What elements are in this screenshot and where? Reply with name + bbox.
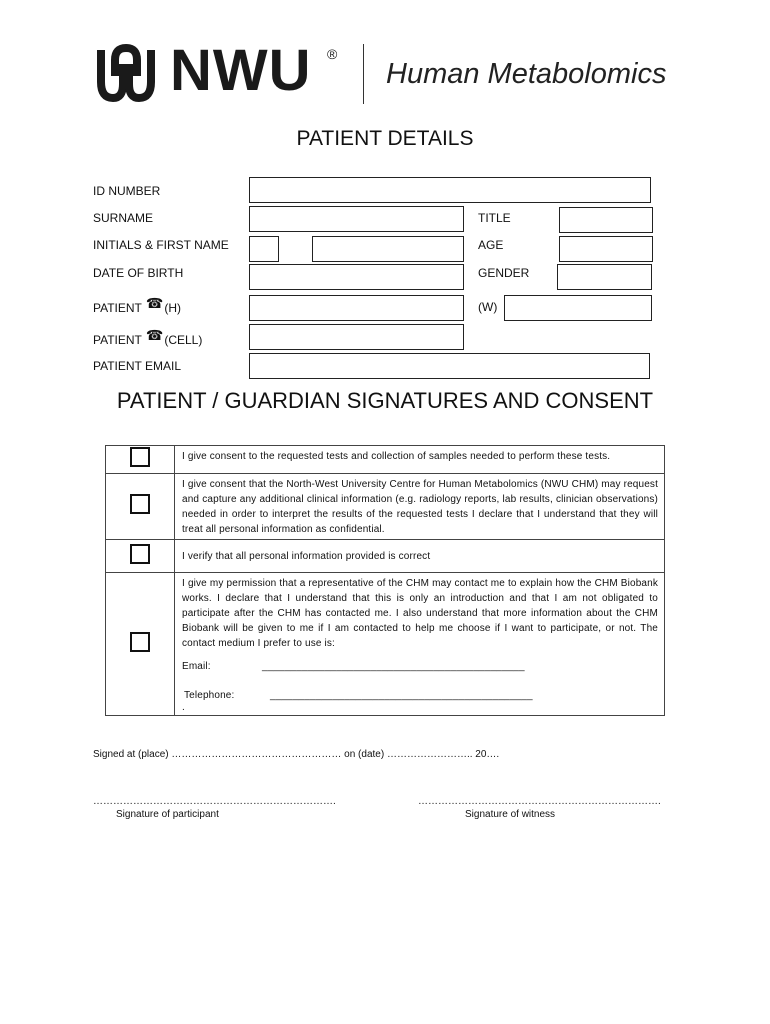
consent-clinical-info-checkbox[interactable] [130, 494, 150, 514]
phone-home-prefix: PATIENT [93, 301, 142, 315]
phone-home-field[interactable] [249, 295, 464, 321]
verify-info-checkbox[interactable] [130, 544, 150, 564]
age-field[interactable] [559, 236, 653, 262]
initials-label: INITIALS & FIRST NAME [93, 238, 229, 252]
initials-field[interactable] [249, 236, 279, 262]
first-name-field[interactable] [312, 236, 464, 262]
witness-signature-line[interactable]: ………………………………………………………………. [418, 796, 661, 807]
consent-row [106, 573, 665, 716]
phone-work-field[interactable] [504, 295, 652, 321]
dob-field[interactable] [249, 264, 464, 290]
consent-table [105, 445, 665, 716]
phone-home-label [93, 295, 182, 315]
id-number-field[interactable] [249, 177, 651, 203]
id-number-label: ID NUMBER [93, 184, 161, 198]
header-divider [363, 44, 364, 104]
consent-title: PATIENT / GUARDIAN SIGNATURES AND CONSENT [116, 388, 654, 413]
phone-work-label: (W) [478, 300, 498, 314]
participant-signature-line[interactable]: ………………………………………………………………. [93, 796, 336, 807]
consent-row [106, 540, 665, 573]
phone-cell-field[interactable] [249, 324, 464, 350]
age-label: AGE [478, 238, 504, 252]
phone-cell-label [93, 327, 203, 347]
consent-checkbox-cell [106, 573, 175, 716]
consent-row [106, 446, 665, 474]
trailing-dot: . [182, 702, 185, 713]
email-label: PATIENT EMAIL [93, 359, 182, 373]
consent-checkbox-cell [106, 540, 175, 573]
patient-details-title: PATIENT DETAILS [296, 127, 474, 150]
phone-icon: ☎ [145, 295, 164, 311]
email-field[interactable] [249, 353, 650, 379]
contact-email-row [182, 659, 658, 674]
phone-cell-suffix: (CELL) [164, 333, 203, 347]
gender-label: GENDER [478, 266, 530, 280]
department-name: Human Metabolomics [386, 58, 667, 90]
surname-field[interactable] [249, 206, 464, 232]
consent-text: I give my permission that a representative of the CHM may contact me to explain how the CHM Biobank works. I declare that I understand that this is only an introduction and that I am not obligated to participate after the CHM has contacted me. I also understand that more information about the CHM Biobank will be given to me if I am contacted to help me choose if I want to participate, or not. The contact medium I prefer to use is: [182, 578, 658, 649]
consent-text: I give consent to the requested tests and collection of samples needed to perform these tests. [175, 446, 665, 474]
nwu-logo-mark-icon [93, 42, 159, 104]
participant-signature-label: Signature of participant [116, 809, 219, 820]
contact-telephone-row [182, 688, 658, 703]
consent-checkbox-cell [106, 474, 175, 540]
phone-home-suffix: (H) [164, 301, 182, 315]
phone-cell-prefix: PATIENT [93, 333, 142, 347]
contact-email-label: Email: [182, 661, 211, 672]
contact-telephone-label: Telephone: [184, 690, 235, 701]
consent-tests-checkbox[interactable] [130, 447, 150, 467]
gender-field[interactable] [557, 264, 652, 290]
title-label: TITLE [478, 211, 511, 225]
biobank-contact-checkbox[interactable] [130, 632, 150, 652]
contact-telephone-line[interactable]: ______________________________________________ [270, 690, 533, 701]
surname-label: SURNAME [93, 211, 154, 225]
signed-at-line[interactable]: Signed at (place) …………………………………………… on (date) …………………….. 20…. [93, 749, 500, 760]
consent-text: I give consent that the North-West University Centre for Human Metabolomics (NWU CHM) may request and capture any additional clinical information (e.g. radiology reports, lab results, clinician observations) needed in order to interpret the results of the requested tests I declare that I understand that they will treat all personal information as confidential. [175, 474, 665, 540]
witness-signature-label: Signature of witness [465, 809, 556, 820]
title-field[interactable] [559, 207, 653, 233]
consent-text: I verify that all personal information provided is correct [175, 540, 665, 573]
consent-contact-cell [175, 573, 665, 716]
contact-email-line[interactable]: ______________________________________________ [262, 661, 525, 672]
registered-mark: ® [327, 46, 338, 62]
consent-checkbox-cell [106, 446, 175, 474]
consent-row [106, 474, 665, 540]
phone-icon: ☎ [145, 327, 164, 343]
logo-wordmark: NWU [170, 38, 312, 103]
dob-label: DATE OF BIRTH [93, 266, 184, 280]
